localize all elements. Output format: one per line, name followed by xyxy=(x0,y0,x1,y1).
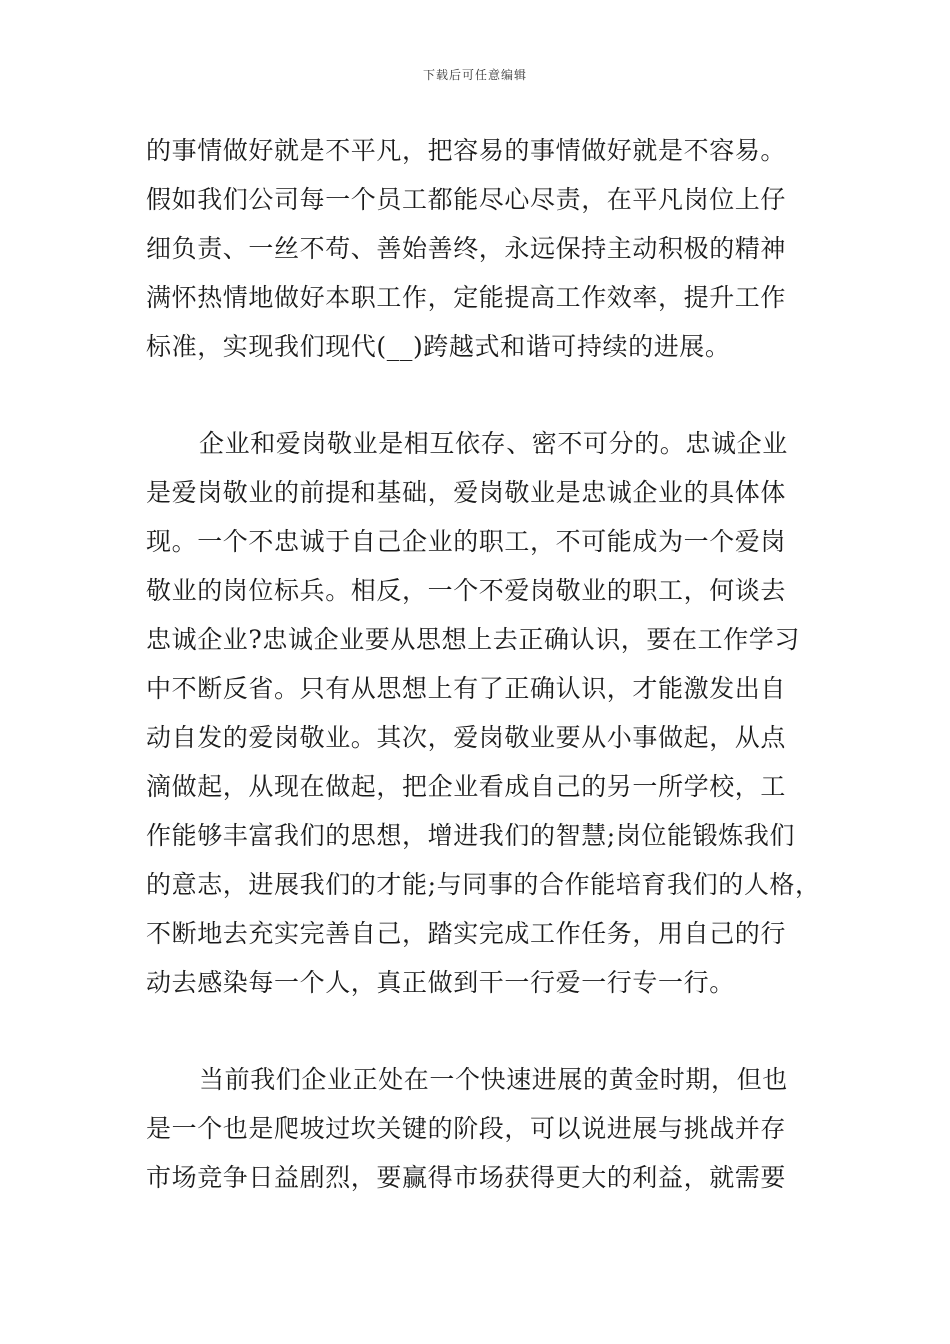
text-line: 现。一个不忠诚于自己企业的职工，不可能成为一个爱岗 xyxy=(146,527,787,556)
text-line: 敬业的岗位标兵。相反，一个不爱岗敬业的职工，何谈去 xyxy=(146,576,787,605)
text-line: 当前我们企业正处在一个快速进展的黄金时期，但也 xyxy=(199,1065,788,1094)
text-line: 假如我们公司每一个员工都能尽心尽责，在平凡岗位上仔 xyxy=(146,185,787,214)
document-body xyxy=(146,126,821,1202)
paragraph-1 xyxy=(146,126,816,371)
paragraph-gap xyxy=(146,1007,816,1055)
text-line: 市场竞争日益剧烈，要赢得市场获得更大的利益，就需要 xyxy=(146,1163,787,1192)
text-line: 中不断反省。只有从思想上有了正确认识，才能激发出自 xyxy=(146,674,787,703)
text-line: 不断地去充实完善自己，踏实完成工作任务，用自己的行 xyxy=(146,919,787,948)
text-line: 动自发的爱岗敬业。其次，爱岗敬业要从小事做起，从点 xyxy=(146,723,787,752)
text-line: 作能够丰富我们的思想，增进我们的智慧;岗位能锻炼我们 xyxy=(146,821,796,850)
text-line: 动去感染每一个人，真正做到干一行爱一行专一行。 xyxy=(146,968,735,997)
text-line: 忠诚企业?忠诚企业要从思想上去正确认识，要在工作学习 xyxy=(146,625,801,654)
text-line: 滴做起，从现在做起，把企业看成自己的另一所学校，工 xyxy=(146,772,787,801)
paragraph-3 xyxy=(146,1055,816,1202)
text-line: 是爱岗敬业的前提和基础，爱岗敬业是忠诚企业的具体体 xyxy=(146,478,787,507)
text-line: 的事情做好就是不平凡，把容易的事情做好就是不容易。 xyxy=(146,136,787,165)
text-line: 的意志，进展我们的才能;与同事的合作能培育我们的人格， xyxy=(146,870,821,899)
text-line: 细负责、一丝不苟、善始善终，永远保持主动积极的精神 xyxy=(146,234,787,263)
paragraph-gap xyxy=(146,371,816,419)
text-line: 是一个也是爬坡过坎关键的阶段，可以说进展与挑战并存 xyxy=(146,1114,787,1143)
page-header: 下载后可任意编辑 xyxy=(422,68,527,82)
text-line: 满怀热情地做好本职工作，定能提高工作效率，提升工作 xyxy=(146,283,787,312)
text-line: 企业和爱岗敬业是相互依存、密不可分的。忠诚企业 xyxy=(199,429,788,458)
text-line: 标准，实现我们现代(__)跨越式和谐可持续的进展。 xyxy=(146,332,731,361)
paragraph-2 xyxy=(146,419,821,1007)
